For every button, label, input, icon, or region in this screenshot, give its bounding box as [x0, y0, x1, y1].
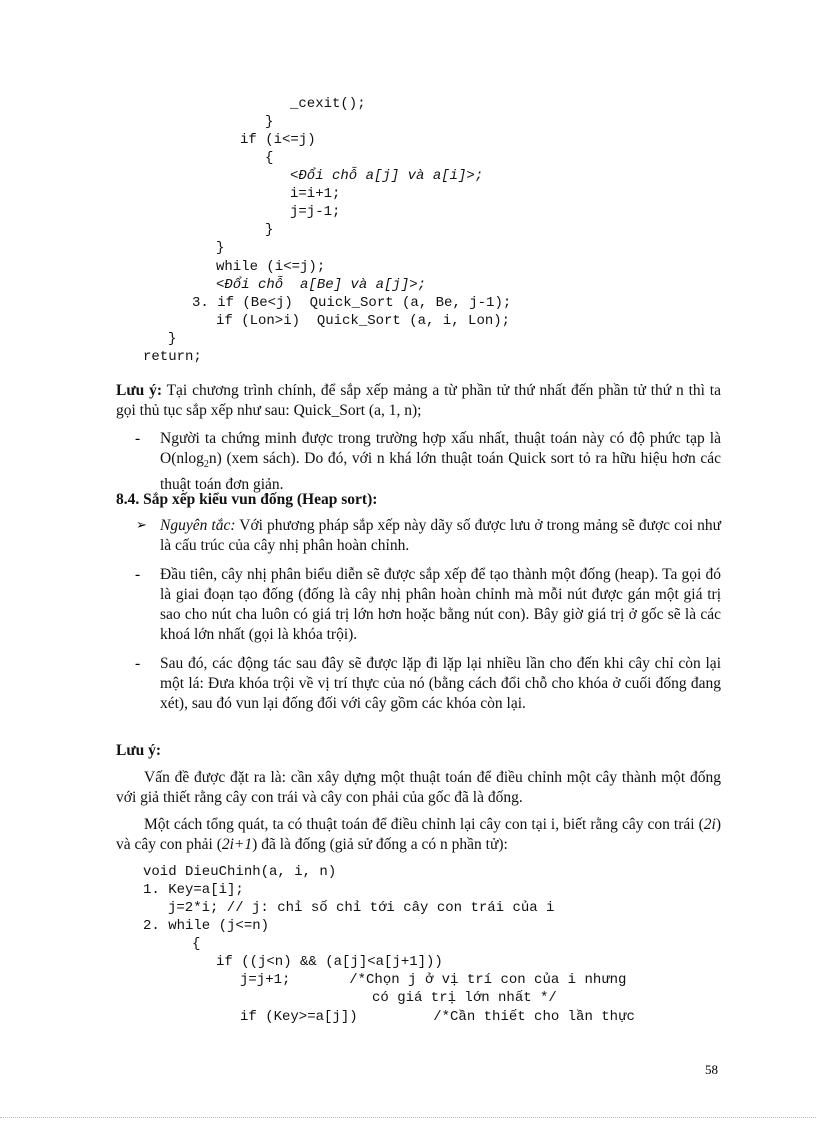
bullet-paragraph [160, 429, 721, 495]
code-line: j=2*i; // j: chỉ số chỉ tới cây con trái của i [168, 900, 555, 916]
section-heading: 8.4. Sắp xếp kiểu vun đống (Heap sort): [116, 491, 378, 508]
code-line: { [265, 150, 274, 166]
paragraph-text: ) và cây con phải ( [116, 816, 721, 853]
code-line: if (Key>=a[j]) /*Cần thiết cho lần thực [240, 1009, 635, 1025]
code-line: j=j-1; [290, 204, 341, 220]
note-label: Lưu ý: [116, 382, 163, 399]
bullet-marker: - [135, 566, 141, 583]
code-line: 2. while (j<=n) [143, 918, 270, 934]
code-line: có giá trị lớn nhất */ [372, 990, 557, 1006]
code-line: if (i<=j) [240, 132, 316, 148]
code-line: return; [143, 349, 202, 365]
arrow-bullet-icon: ➢ [136, 518, 147, 533]
code-line: _cexit(); [290, 96, 366, 112]
page-bottom-rule [0, 1117, 816, 1118]
problem-paragraph: Vấn đề được đặt ra là: cần xây dựng một thuật toán để điều chỉnh một cây thành một đống với giả thiết rằng cây con trái và cây con phải của gốc đã là đống. [116, 769, 721, 806]
bullet-paragraph: Đầu tiên, cây nhị phân biểu diễn sẽ được sắp xếp để tạo thành một đống (heap). Ta gọi đó là giai đoạn tạo đống (đống là cây nhị phân hoàn chỉnh mà mỗi nút được gán một giá trị sao cho nút cha luôn có giá trị lớn hơn hoặc bằng nút con). Bây giờ giá trị ở gốc sẽ là các khoá lớn nhất (gọi là khóa trội). [160, 566, 721, 643]
code-line: { [192, 936, 201, 952]
note-paragraph [116, 381, 721, 421]
code-line: } [265, 114, 274, 130]
page-number: 58 [705, 1062, 718, 1077]
code-line: if ((j<n) && (a[j]<a[j+1])) [216, 954, 443, 970]
bullet-paragraph: Sau đó, các động tác sau đây sẽ được lặp đi lặp lại nhiều lần cho đến khi cây chỉ còn lại một lá: Đưa khóa trội về vị trí thực của nó (bằng cách đổi chỗ cho khóa ở cuối đống đang xét), sau đó vun lại đống đối với cây gồm các khóa còn lại. [160, 655, 721, 712]
note-text: Tại chương trình chính, để sắp xếp mảng a từ phần tử thứ nhất đến phần tử thứ n thì ta gọi thủ tục sắp xếp như sau: Quick_Sort (a, 1, n); [116, 382, 721, 419]
code-line: <Đổi chỗ a[Be] và a[j]>; [216, 277, 427, 293]
code-line: <Đổi chỗ a[j] và a[i]>; [290, 168, 484, 184]
code-line: } [168, 331, 177, 347]
bullet-marker: - [135, 655, 141, 672]
code-line: while (i<=j); [216, 259, 326, 275]
paragraph-text: Một cách tổng quát, ta có thuật toán để điều chỉnh lại cây con tại i, biết rằng cây con trái ( [144, 816, 704, 833]
code-line: 3. if (Be<j) Quick_Sort (a, Be, j-1); [192, 295, 512, 311]
code-line: void DieuChinh(a, i, n) [143, 864, 337, 880]
subscript: 2 [203, 459, 209, 471]
code-line: 1. Key=a[i]; [143, 882, 244, 898]
general-paragraph [116, 815, 721, 855]
bullet-marker: - [135, 430, 141, 447]
bullet-text: Người ta chứng minh được trong trường hợp xấu nhất, thuật toán này có độ phức tạp là O(nlog [160, 430, 721, 467]
italic-term: 2i [703, 816, 716, 833]
principle-text: Với phương pháp sắp xếp này dãy số được lưu ở trong mảng sẽ được coi như là cấu trúc của cây nhị phân hoàn chỉnh. [160, 517, 721, 554]
code-line: } [216, 240, 225, 256]
italic-term: 2i+1 [221, 836, 253, 853]
principle-label: Nguyên tắc: [160, 517, 236, 534]
principle-paragraph [160, 516, 721, 556]
code-line: if (Lon>i) Quick_Sort (a, i, Lon); [216, 313, 511, 329]
paragraph-text: ) đã là đống (giả sử đống a có n phần tử): [252, 836, 508, 853]
code-line: j=j+1; /*Chọn j ở vị trí con của i nhưng [240, 972, 627, 988]
code-line: i=i+1; [290, 186, 341, 202]
note-label: Lưu ý: [116, 742, 162, 759]
bullet-text: n) (xem sách). Do đó, với n khá lớn thuật toán Quick sort tỏ ra hữu hiệu hơn các thuật toán đơn giản. [160, 450, 721, 494]
code-line: } [265, 222, 274, 238]
